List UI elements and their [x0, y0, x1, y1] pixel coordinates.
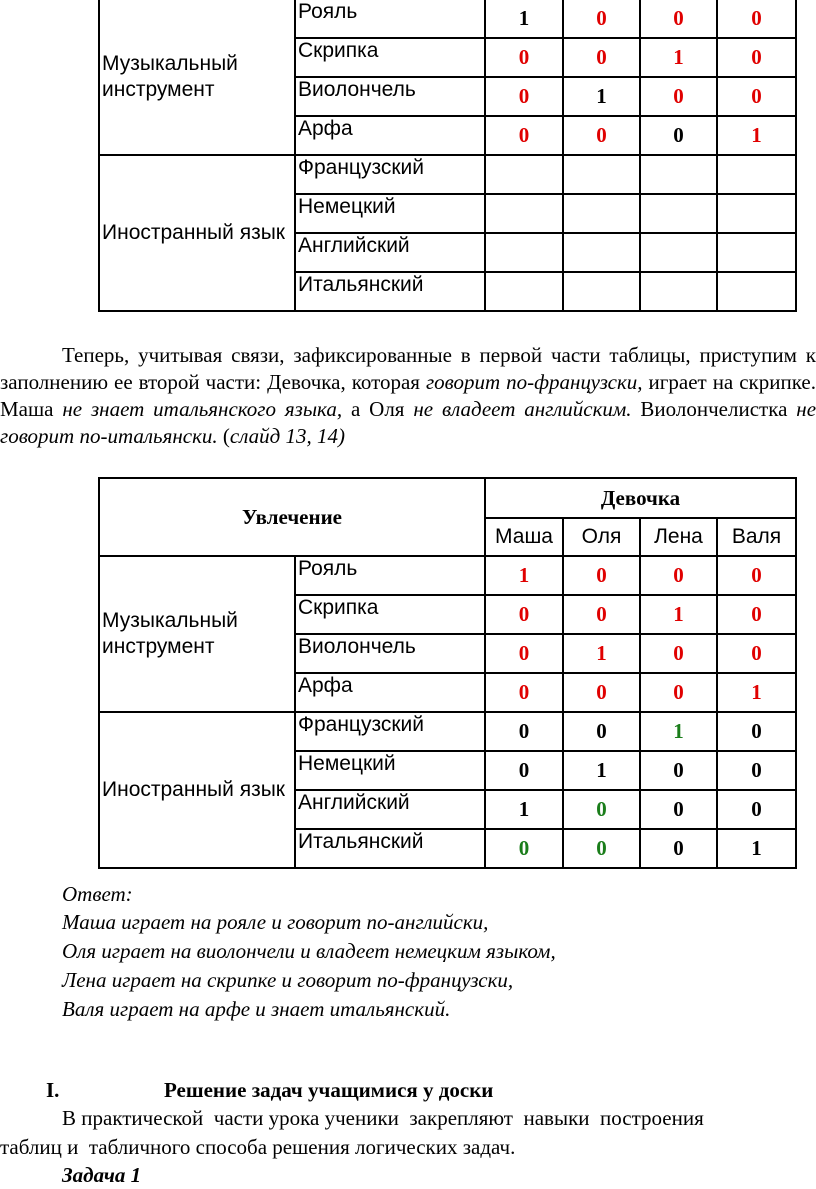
paragraph-intro: Теперь, учитывая связи, зафиксированные в первой части таблицы, приступим к заполнению ее второй части: Девочка, которая говорит по-французски, играет на скрипке. Маша не знает итальянского языка, а Оля не владеет английским. Виолончелистка не говорит по-итальянски. (слайд 13, 14) — [0, 343, 816, 448]
value-cell: 0 — [717, 556, 796, 595]
category-cell: Музыкальный инструмент — [99, 0, 295, 155]
value-cell — [485, 272, 563, 311]
value-cell — [640, 194, 717, 233]
section-number: I. — [46, 1078, 60, 1102]
value-cell: 0 — [485, 673, 563, 712]
item-cell: Немецкий — [295, 751, 485, 790]
item-cell: Немецкий — [295, 194, 485, 233]
value-cell — [563, 272, 640, 311]
value-cell — [640, 155, 717, 194]
table-row — [99, 0, 796, 38]
girl-name-cell: Оля — [563, 518, 640, 556]
header-girl: Девочка — [485, 478, 796, 518]
answer-line: Валя играет на арфе и знает итальянский. — [62, 997, 451, 1021]
value-cell: 1 — [563, 751, 640, 790]
value-cell — [563, 155, 640, 194]
value-cell: 0 — [717, 712, 796, 751]
value-cell: 0 — [640, 116, 717, 155]
value-cell: 1 — [485, 790, 563, 829]
value-cell: 0 — [485, 116, 563, 155]
value-cell: 1 — [717, 673, 796, 712]
value-cell: 0 — [485, 595, 563, 634]
value-cell: 0 — [563, 829, 640, 868]
item-cell: Виолончель — [295, 634, 485, 673]
value-cell: 0 — [485, 634, 563, 673]
value-cell: 1 — [485, 0, 563, 38]
item-cell: Французский — [295, 712, 485, 751]
value-cell: 0 — [717, 751, 796, 790]
category-cell: Иностранный язык — [99, 712, 295, 868]
item-cell: Скрипка — [295, 38, 485, 77]
value-cell — [485, 155, 563, 194]
answer-line: Оля играет на виолончели и владеет немецким языком, — [62, 939, 556, 963]
item-cell: Английский — [295, 233, 485, 272]
value-cell — [485, 194, 563, 233]
value-cell: 0 — [640, 790, 717, 829]
value-cell: 1 — [563, 77, 640, 116]
value-cell: 0 — [717, 790, 796, 829]
value-cell: 0 — [640, 556, 717, 595]
value-cell: 0 — [563, 712, 640, 751]
item-cell: Рояль — [295, 556, 485, 595]
value-cell: 0 — [717, 77, 796, 116]
task-heading: Задача 1 — [62, 1163, 142, 1187]
table-row — [99, 712, 796, 751]
value-cell: 0 — [640, 634, 717, 673]
girl-name-cell: Валя — [717, 518, 796, 556]
section-title: Решение задач учащимися у доски — [164, 1078, 494, 1102]
value-cell — [640, 233, 717, 272]
value-cell — [563, 194, 640, 233]
header-hobby: Увлечение — [99, 478, 485, 556]
value-cell: 0 — [485, 38, 563, 77]
table-row — [99, 155, 796, 194]
value-cell: 0 — [563, 595, 640, 634]
girl-name-cell: Лена — [640, 518, 717, 556]
section-text: таблиц и табличного способа решения логических задач. — [0, 1135, 516, 1159]
value-cell — [717, 194, 796, 233]
answer-label: Ответ: — [62, 882, 133, 906]
value-cell: 0 — [563, 790, 640, 829]
value-cell: 0 — [640, 77, 717, 116]
girl-name-cell: Маша — [485, 518, 563, 556]
category-cell: Музыкальный инструмент — [99, 556, 295, 712]
value-cell: 0 — [485, 751, 563, 790]
value-cell: 0 — [485, 77, 563, 116]
item-cell: Арфа — [295, 673, 485, 712]
table-1 — [98, 0, 797, 312]
category-cell: Иностранный язык — [99, 155, 295, 311]
value-cell: 0 — [563, 0, 640, 38]
value-cell: 1 — [640, 712, 717, 751]
value-cell: 0 — [717, 0, 796, 38]
value-cell — [717, 272, 796, 311]
value-cell — [640, 272, 717, 311]
value-cell: 0 — [563, 673, 640, 712]
item-cell: Скрипка — [295, 595, 485, 634]
item-cell: Английский — [295, 790, 485, 829]
item-cell: Арфа — [295, 116, 485, 155]
value-cell: 1 — [640, 595, 717, 634]
value-cell — [717, 233, 796, 272]
value-cell: 1 — [485, 556, 563, 595]
value-cell: 0 — [563, 556, 640, 595]
value-cell: 0 — [563, 116, 640, 155]
item-cell: Итальянский — [295, 829, 485, 868]
value-cell: 0 — [717, 38, 796, 77]
answer-line: Лена играет на скрипке и говорит по-французски, — [62, 968, 514, 992]
table-row — [99, 556, 796, 595]
value-cell: 0 — [640, 829, 717, 868]
value-cell: 0 — [563, 38, 640, 77]
value-cell — [485, 233, 563, 272]
value-cell — [563, 233, 640, 272]
item-cell: Итальянский — [295, 272, 485, 311]
answer-line: Маша играет на рояле и говорит по-английски, — [62, 910, 489, 934]
item-cell: Французский — [295, 155, 485, 194]
value-cell: 0 — [485, 829, 563, 868]
item-cell: Виолончель — [295, 77, 485, 116]
item-cell: Рояль — [295, 0, 485, 38]
value-cell: 1 — [717, 116, 796, 155]
value-cell: 0 — [640, 751, 717, 790]
value-cell: 1 — [717, 829, 796, 868]
value-cell: 0 — [485, 712, 563, 751]
value-cell: 0 — [717, 634, 796, 673]
value-cell: 1 — [563, 634, 640, 673]
value-cell — [717, 155, 796, 194]
value-cell: 0 — [640, 673, 717, 712]
value-cell: 0 — [717, 595, 796, 634]
section-text: В практической части урока ученики закрепляют навыки построения — [62, 1106, 704, 1130]
value-cell: 0 — [640, 0, 717, 38]
value-cell: 1 — [640, 38, 717, 77]
table-2 — [98, 477, 797, 869]
